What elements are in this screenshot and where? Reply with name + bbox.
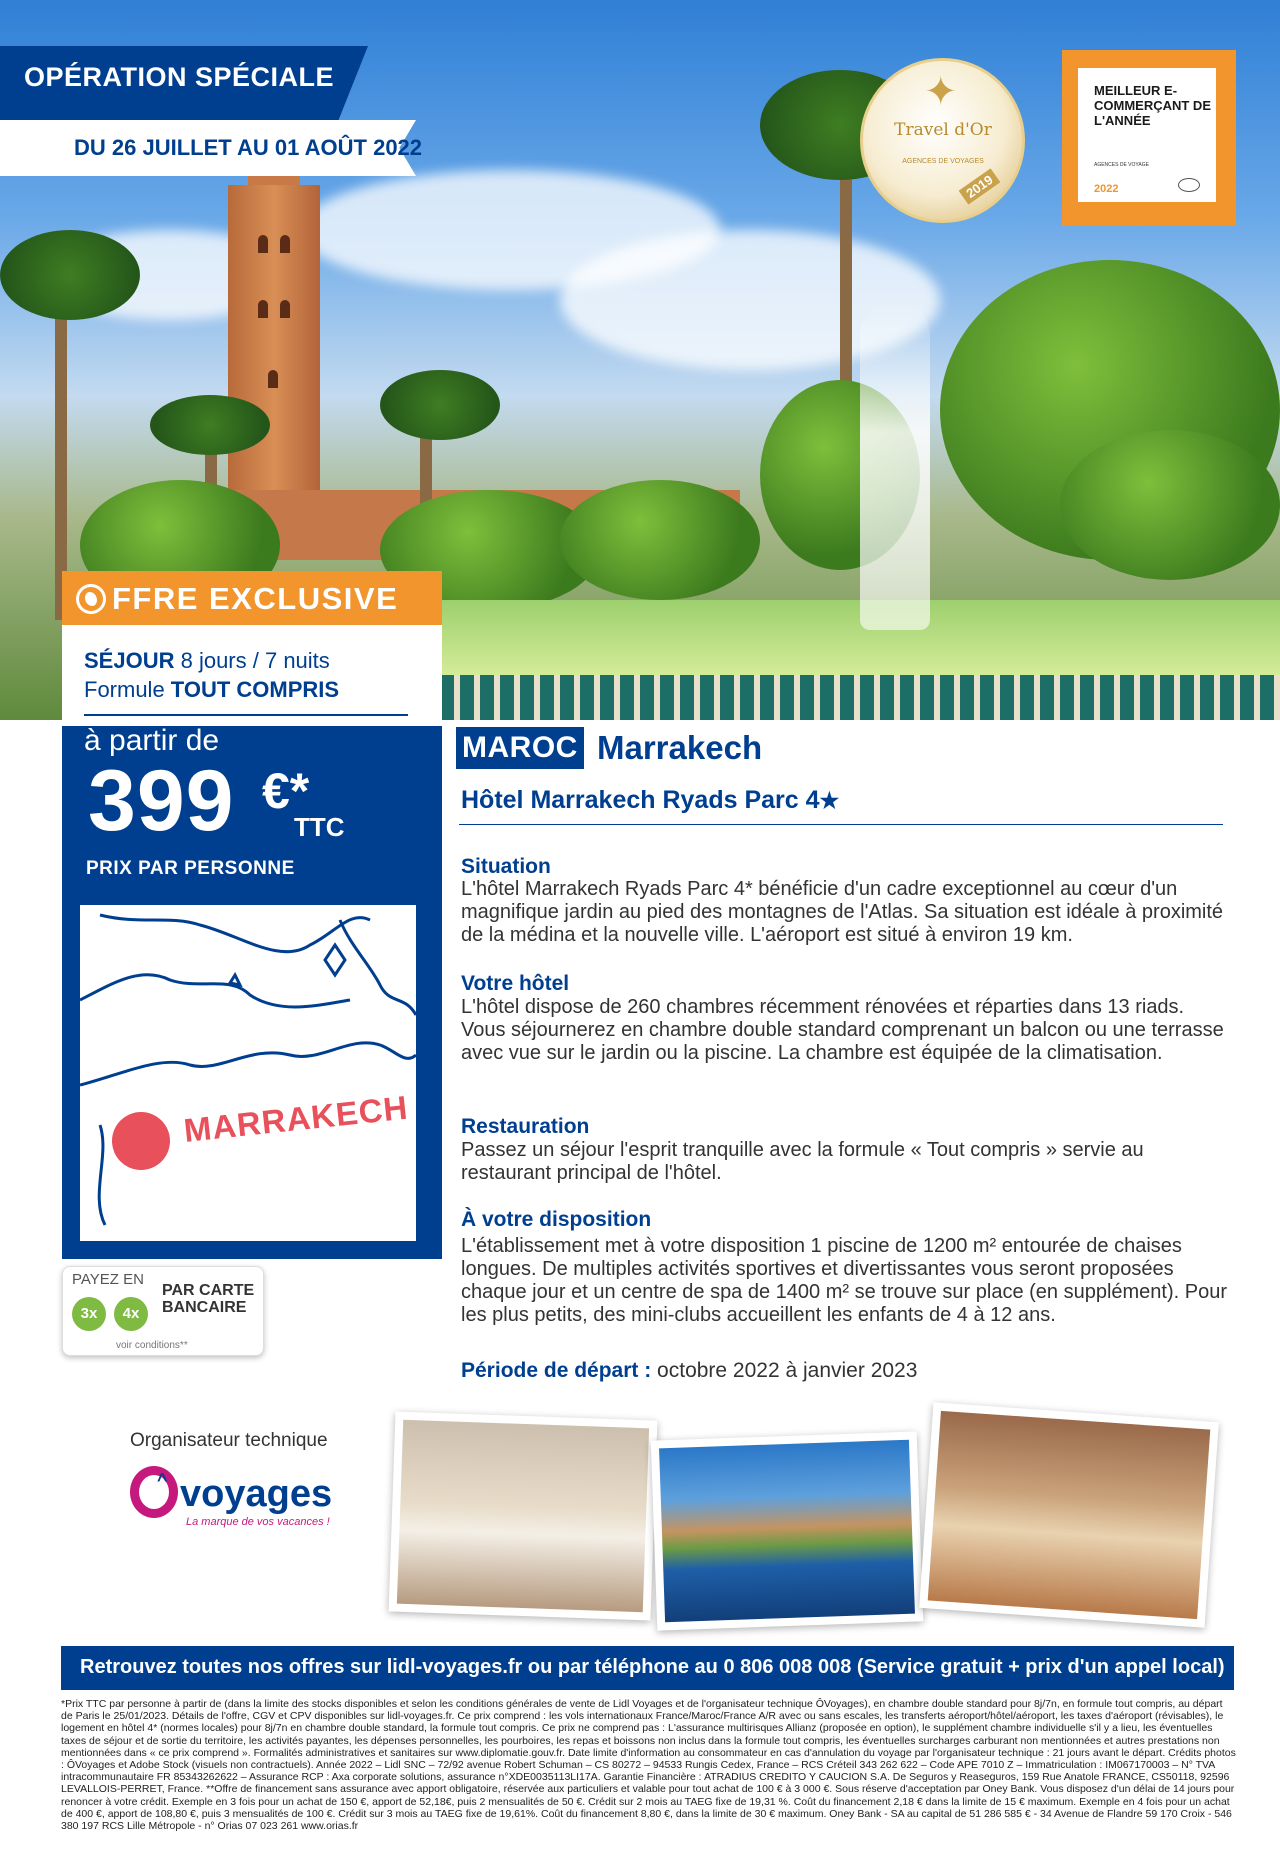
- price-from-label: à partir de: [84, 724, 220, 757]
- map-location-marker: [112, 1112, 170, 1170]
- payment-conditions: voir conditions**: [116, 1340, 188, 1351]
- price-currency: €*: [262, 763, 310, 819]
- morocco-map: [80, 905, 416, 1241]
- ovoyages-o-icon: ^: [130, 1466, 178, 1518]
- section-heading-hotel: Votre hôtel: [461, 972, 570, 995]
- divider: [459, 824, 1223, 825]
- payment-card-label: PAR CARTE BANCAIRE: [162, 1282, 255, 1316]
- travel-badge-name: Travel d'Or: [894, 120, 992, 140]
- best-merchant-title: MEILLEUR E-COMMERÇANT DE L'ANNÉE: [1094, 83, 1211, 128]
- payment-label: PAYEZ EN: [72, 1271, 144, 1288]
- hotel-name: Hôtel Marrakech Ryads Parc 4★: [461, 786, 840, 814]
- stay-duration: SÉJOUR 8 jours / 7 nuits: [84, 648, 330, 673]
- price-tax-label: TTC: [294, 812, 345, 842]
- city-name: Marrakech: [597, 729, 763, 766]
- star-icon: ★: [819, 788, 840, 813]
- payment-3x-badge: 3x: [72, 1297, 106, 1331]
- best-merchant-year: 2022: [1094, 183, 1119, 195]
- map-city-label: MARRAKECH: [182, 1088, 410, 1149]
- star-icon: ✦: [924, 70, 958, 114]
- section-heading-facilities: À votre disposition: [461, 1208, 652, 1231]
- price-per-person: PRIX PAR PERSONNE: [86, 858, 295, 879]
- section-heading-situation: Situation: [461, 855, 551, 878]
- payment-4x-badge: 4x: [114, 1297, 148, 1331]
- hotel-lounge-photo: [919, 1402, 1219, 1627]
- travel-badge-subtitle: AGENCES DE VOYAGES: [902, 158, 984, 165]
- hotel-pool-photo: [651, 1431, 923, 1630]
- ovoyages-logo: [130, 1470, 332, 1522]
- hotel-room-photo: [389, 1411, 658, 1620]
- divider: [84, 714, 408, 716]
- price-value: 399: [88, 753, 235, 849]
- stay-formula: Formule TOUT COMPRIS: [84, 677, 340, 702]
- operation-title: OPÉRATION SPÉCIALE: [24, 62, 335, 92]
- section-text-facilities: L'établissement met à votre disposition 1 piscine de 1200 m² entourée de chaises longues. De multiples activités sportives et divertissantes vous seront proposées chaque jour et un centre de spa de 1400 m² se trouve sur place (en supplément). Pour les plus petits, des mini-clubs accueillent les enfants de 4 à 12 ans.: [461, 1235, 1228, 1326]
- section-heading-restauration: Restauration: [461, 1115, 590, 1138]
- best-merchant-subtitle: AGENCES DE VOYAGE: [1094, 162, 1149, 168]
- section-text-situation: L'hôtel Marrakech Ryads Parc 4* bénéficie d'un cadre exceptionnel au cœur d'un magnifique jardin au pied des montagnes de l'Atlas. Sa situation est idéale à proximité de la médina et la nouvelle ville. L'aéroport est situé à environ 19 km.: [461, 878, 1224, 946]
- map-outline-icon: [80, 905, 416, 1241]
- section-text-hotel: L'hôtel dispose de 260 chambres récemment rénovées et réparties dans 13 riads. Vous séjournerez en chambre double standard comprenant un balcon ou une terrasse avec vue sur le jardin ou la piscine. La chambre est équipée de la climatisation.: [461, 996, 1224, 1064]
- offer-title: FFRE EXCLUSIVE: [112, 581, 399, 616]
- travel-badge-year: 2019: [959, 168, 1001, 204]
- departure-period: Période de départ : octobre 2022 à janvier 2023: [461, 1359, 918, 1382]
- legal-notice: *Prix TTC par personne à partir de (dans la limite des stocks disponibles et selon les conditions générales de vente de Lidl Voyages et de l'organisateur technique ÔVoyages), en chambre double standard pour 8j/7n, en formule tout compris, au départ de Paris le 25/01/2023. Détails de l'offre, CGV et CPV disponibles sur lidl-voyages.fr. Ce prix comprend : les vols internationaux France/Maroc/France A/R avec ou sans escales, les transferts aéroport/hôtel/aéroport, les taxes d'aéroport (révisables), le logement en hôtel 4* (normes locales) pour 8j/7n en chambre double standard, la formule tout compris. Ce prix ne comprend pas : L'assurance multirisques Allianz (proposée en option), le supplément chambre individuelle s'il y a lieu, les éventuelles taxes de séjour et de sortie du territoire, les activités payantes, les dépenses personnelles, les pourboires, les repas et boissons non inclus dans la formule tout compris, les éventuelles surcharges carburant non mentionnées et autres prestations non mentionnées dans « ce prix comprend ». Formalités administratives et sanitaires sur www.diplomatie.gouv.fr. Date limite d'information au consommateur en cas d'annulation du voyage par l'organisateur technique : 21 jours avant le départ. Crédits photos : ÔVoyages et Adobe Stock (visuels non contractuels). Année 2022 – Lidl SNC – 72/92 avenue Robert Schuman – CS 80272 – 94533 Rungis Cedex, France – RCS Créteil 343 262 622 – Code APE 7010 Z – Immatriculation : IM067170003 – N° TVA intracommunautaire FR 85343262622 – Assurance RCP : Axa corporate solutions, assurance n°XDE0035113LI17A. Garantie Financière : ATRADIUS CREDITO Y CAUCION S.A. De Seguros y Reaseguros, 159 Rue Anatole FRANCE, CS50118, 92596 LEVALLOIS-PERRET, France. **Offre de financement sans assurance avec apport obligatoire, réservée aux particuliers et valable pour tout achat de 100 € à 3 000 €. Sous réserve d'acceptation par Oney Bank. Vous disposez d'un délai de 14 jours pour renoncer à votre crédit. Exemple en 3 fois pour un achat de 150 €, apport de 52,18€, puis 2 mensualités de 50 €. Crédit sur 2 mois au TAEG fixe de 19,31 %. Coût du financement 2,18 € dans la limite de 15 € maximum. Exemple en 4 fois pour un achat de 400 €, apport de 108,80 €, puis 3 mensualités de 100 €. Crédit sur 3 mois au TAEG fixe de 19,61%. Coût du financement 8,80 €, dans la limite de 30 € maximum. Oney Bank - SA au capital de 51 286 585 € - 34 Avenue de Flandre 59 170 Croix - 546 380 197 RCS Lille Métropole - n° Orias 07 023 261 www.orias.fr: [61, 1698, 1236, 1833]
- globe-icon: [76, 584, 106, 614]
- badge-logo-icon: [1178, 178, 1200, 192]
- section-text-restauration: Passez un séjour l'esprit tranquille avec la formule « Tout compris » servie au restaurant principal de l'hôtel.: [461, 1139, 1144, 1184]
- contact-text: Retrouvez toutes nos offres sur lidl-voyages.fr ou par téléphone au 0 806 008 008 (Service gratuit + prix d'un appel local): [80, 1656, 1225, 1678]
- operation-dates: DU 26 JUILLET AU 01 AOÛT 2022: [74, 135, 423, 160]
- organizer-label: Organisateur technique: [130, 1430, 328, 1451]
- ovoyages-tagline: La marque de vos vacances !: [186, 1516, 330, 1528]
- ovoyages-brand: voyages: [180, 1473, 333, 1516]
- country-tag: MAROC: [456, 727, 584, 769]
